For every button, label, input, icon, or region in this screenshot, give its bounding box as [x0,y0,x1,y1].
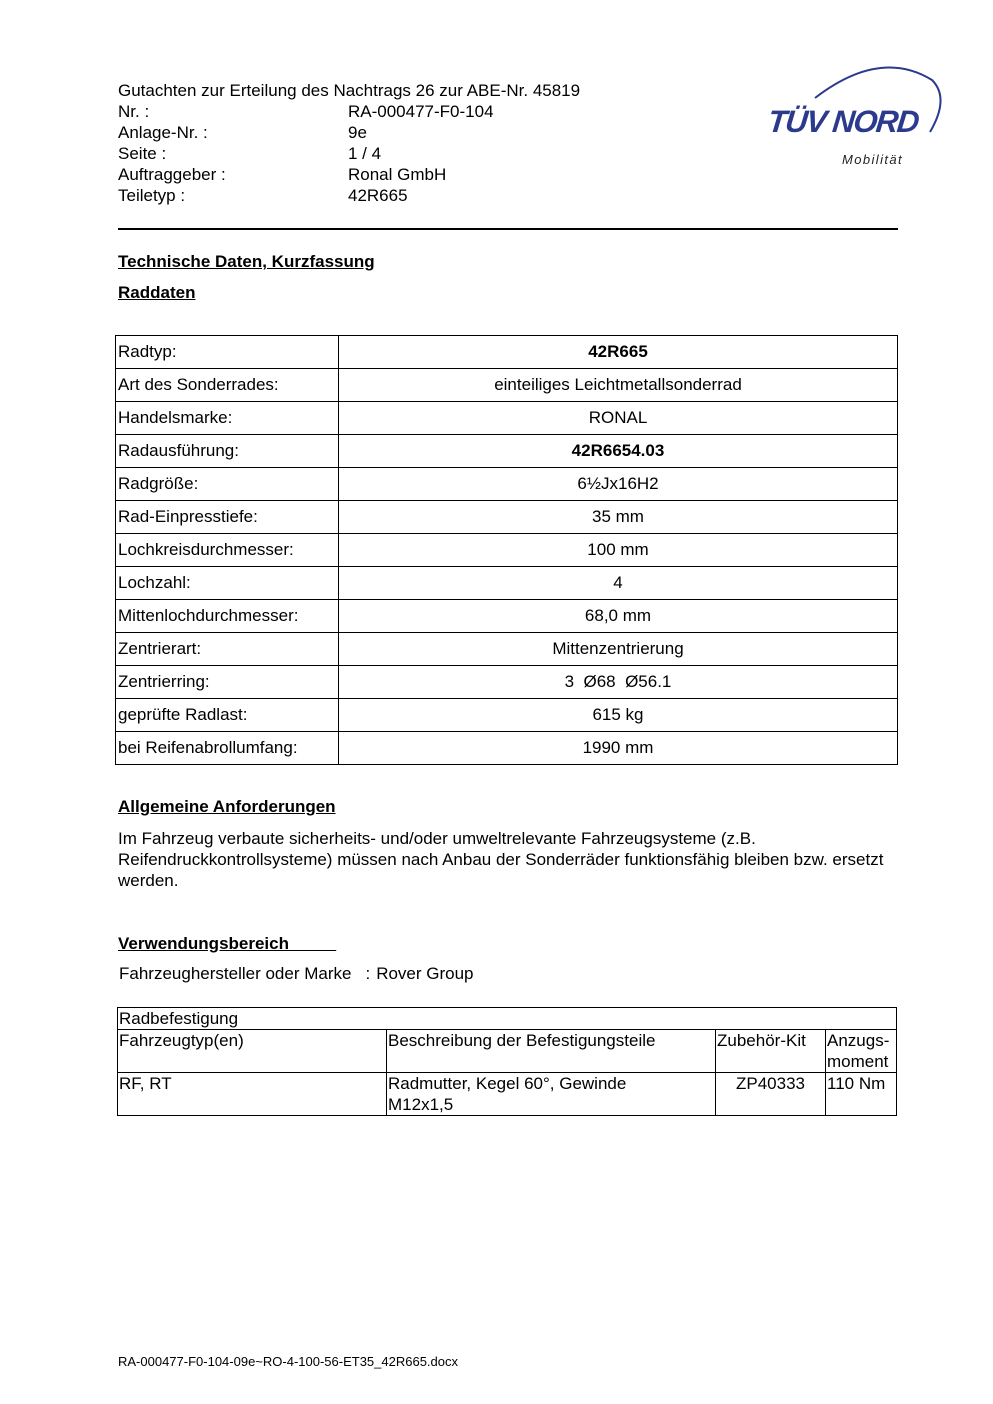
befestigung-header-cell: Zubehör-Kit [716,1030,826,1073]
header-field [118,122,678,143]
befestigung-title-row [118,1008,897,1030]
raddaten-row [116,534,898,567]
befestigung-header-row [118,1030,897,1073]
raddaten-value: 42R6654.03 [339,435,898,468]
header-field-value: RA-000477-F0-104 [348,102,494,121]
raddaten-row [116,699,898,732]
header-field-key: Auftraggeber : [118,165,226,184]
manufacturer-line [119,964,474,984]
header-field-key: Seite : [118,144,167,163]
raddaten-key: Mittenlochdurchmesser: [116,600,339,633]
raddaten-row [116,435,898,468]
raddaten-row [116,600,898,633]
raddaten-row [116,732,898,765]
raddaten-row [116,336,898,369]
befestigung-header-cell: Fahrzeugtyp(en) [118,1030,387,1073]
header-field-value: 9e [348,123,367,142]
header-field-value: 42R665 [348,186,408,205]
raddaten-key: Art des Sonderrades: [116,369,339,402]
raddaten-row [116,666,898,699]
section-heading-tech: Technische Daten, Kurzfassung [118,252,375,271]
befestigung-cell: 110 Nm [826,1073,897,1116]
raddaten-key: Zentrierart: [116,633,339,666]
raddaten-key: Radgröße: [116,468,339,501]
raddaten-row [116,402,898,435]
header-field [118,101,678,122]
raddaten-value: Mittenzentrierung [339,633,898,666]
befestigung-table [117,1007,897,1116]
raddaten-value: 42R665 [339,336,898,369]
raddaten-row [116,501,898,534]
raddaten-key: Radtyp: [116,336,339,369]
section-heading-verwendung-text: Verwendungsbereich [118,934,289,953]
header-field [118,143,678,164]
raddaten-value: 615 kg [339,699,898,732]
header-field-value: Ronal GmbH [348,165,447,184]
header-title: Gutachten zur Erteilung des Nachtrags 26 zur ABE-Nr. 45819 [118,81,581,100]
header-field [118,185,678,206]
befestigung-cell: ZP40333 [716,1073,826,1116]
raddaten-key: geprüfte Radlast: [116,699,339,732]
raddaten-key: Radausführung: [116,435,339,468]
header-field [118,164,678,185]
section-heading-verwendung [118,934,354,954]
allgemein-paragraph: Im Fahrzeug verbaute sicherheits- und/oder umweltrelevante Fahrzeugsysteme (z.B. Reifendruckkontrollsysteme) müssen nach Anbau der Sonderräder funktionsfähig bleiben bzw. ersetzt werden. [118,829,884,890]
raddaten-row [116,468,898,501]
befestigung-header-cell: Anzugs- moment [826,1030,897,1073]
manufacturer-label: Fahrzeughersteller oder Marke [119,964,352,983]
raddaten-key: Lochzahl: [116,567,339,600]
manufacturer-value: Rover Group [376,964,474,983]
befestigung-header-cell: Beschreibung der Befestigungsteile [387,1030,716,1073]
header-field-value: 1 / 4 [348,144,382,163]
raddaten-value: 68,0 mm [339,600,898,633]
raddaten-value: 4 [339,567,898,600]
raddaten-value: 6½Jx16H2 [339,468,898,501]
befestigung-row [118,1073,897,1116]
raddaten-key: Lochkreisdurchmesser: [116,534,339,567]
raddaten-table [115,335,898,765]
header-fields [118,101,678,206]
logo-brand: TÜV NORD [766,104,920,139]
raddaten-value: 3 Ø68 Ø56.1 [339,666,898,699]
raddaten-value: 100 mm [339,534,898,567]
section-heading-allgemein: Allgemeine Anforderungen [118,797,336,816]
tuev-nord-logo [760,58,950,178]
befestigung-cell: Radmutter, Kegel 60°, Gewinde M12x1,5 [387,1073,716,1116]
raddaten-row [116,633,898,666]
header-divider [118,228,898,230]
raddaten-value: 35 mm [339,501,898,534]
raddaten-key: bei Reifenabrollumfang: [116,732,339,765]
raddaten-value: RONAL [339,402,898,435]
header-field-key: Teiletyp : [118,186,186,205]
befestigung-cell: RF, RT [118,1073,387,1116]
raddaten-row [116,567,898,600]
raddaten-value: 1990 mm [339,732,898,765]
section-heading-raddaten: Raddaten [118,283,196,302]
raddaten-value: einteiliges Leichtmetallsonderrad [339,369,898,402]
raddaten-key: Handelsmarke: [116,402,339,435]
header-field-key: Nr. : [118,102,150,121]
logo-subtitle: Mobilität [842,152,904,167]
raddaten-row [116,369,898,402]
page-footer: RA-000477-F0-104-09e~RO-4-100-56-ET35_42R665.docx [118,1354,459,1369]
raddaten-key: Zentrierring: [116,666,339,699]
raddaten-key: Rad-Einpresstiefe: [116,501,339,534]
befestigung-title: Radbefestigung [118,1008,897,1030]
document-header [118,80,678,206]
header-field-key: Anlage-Nr. : [118,123,208,142]
manufacturer-separator: : [365,964,371,983]
